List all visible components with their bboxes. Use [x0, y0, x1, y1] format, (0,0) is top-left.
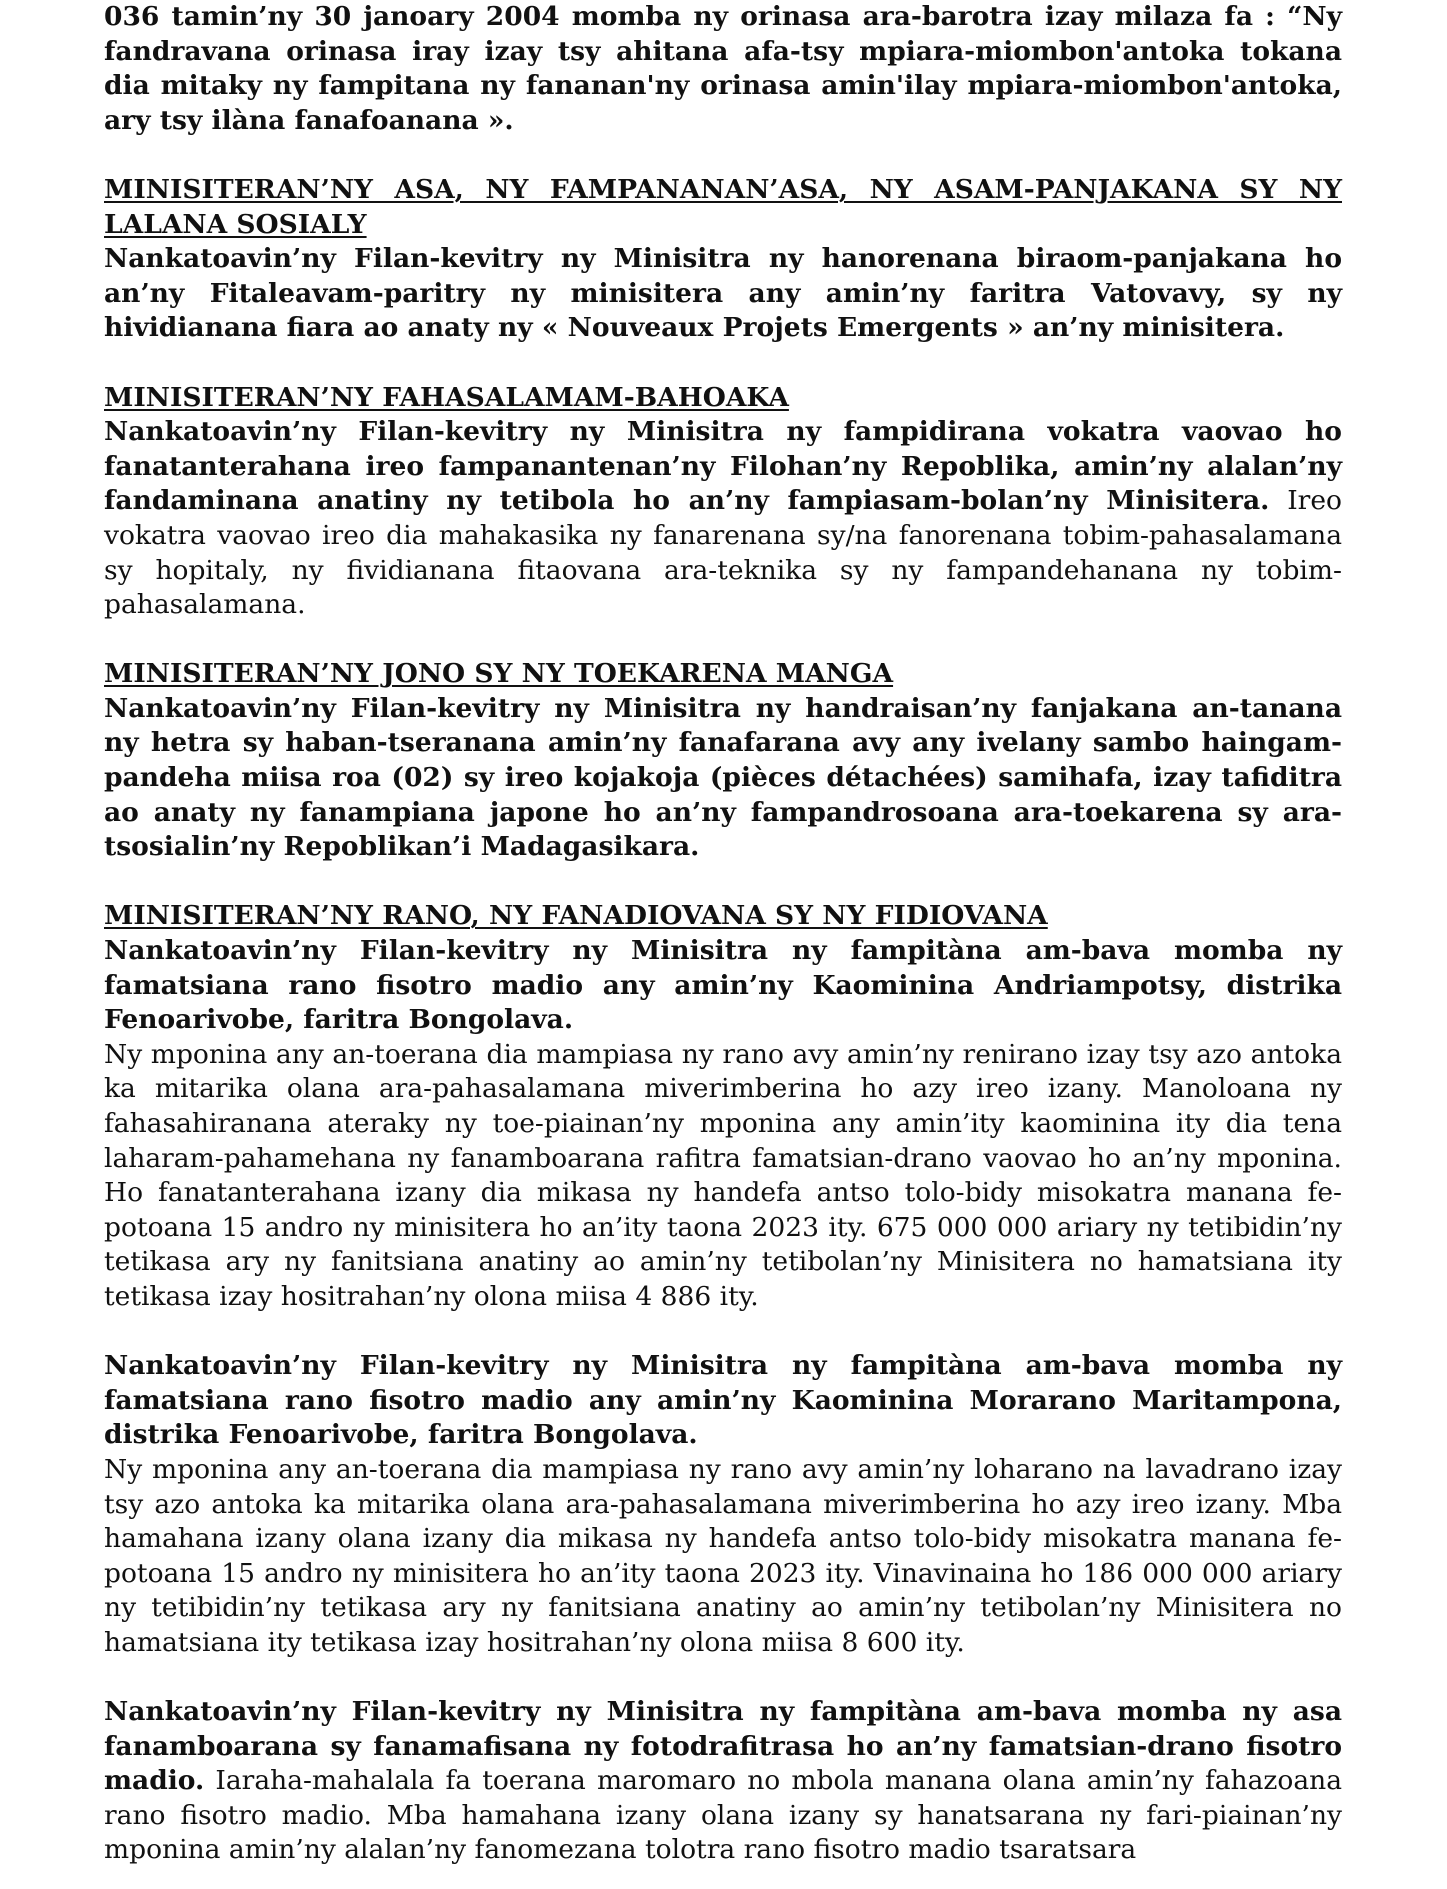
decision-paragraph: Nankatoavin’ny Filan-kevitry ny Minisitra ny fampitàna am-bava momba ny famatsiana rano fisotro madio any amin’ny Kaominina Morarano Maritampona, distrika Fenoarivobe, faritra Bongolava.: [104, 1350, 1342, 1451]
paragraph-gap: [104, 865, 1342, 900]
decision-text: Nankatoavin’ny Filan-kevitry ny Minisitra ny fampitàna am-bava momba ny asa fanamboarana sy fanamafisana ny fotodrafitrasa ho an’ny famatsian-drano fisotro madio.: [104, 1696, 1342, 1797]
decision-paragraph: [104, 415, 1342, 623]
section-heading: MINISITERAN’NY JONO SY NY TOEKARENA MANGA: [104, 658, 894, 690]
decision-text: Nankatoavin’ny Filan-kevitry ny Minisitra ny fampidirana vokatra vaovao ho fanatanterahana ireo fampanantenan’ny Filohan’ny Repoblika, amin’ny alalan’ny fandaminana anatiny ny tetibola ho an’ny fampiasam-bolan’ny Minisitera.: [104, 416, 1342, 517]
decision-paragraph: [104, 1695, 1342, 1868]
section-rano: [104, 899, 1342, 1868]
section-jono: [104, 657, 1342, 865]
document-page: [104, 0, 1342, 1868]
section-heading: MINISITERAN’NY ASA, NY FAMPANANAN’ASA, NY ASAM-PANJAKANA SY NY LALANA SOSIALY: [104, 173, 1342, 240]
decision-paragraph: Nankatoavin’ny Filan-kevitry ny Minisitra ny handraisan’ny fanjakana an-tanana ny hetra sy haban-tseranana amin’ny fanafarana avy any ivelany sambo haingam-pandeha miisa roa (02) sy ireo kojakoja (pièces détachées) samihafa, izay tafiditra ao anaty ny fanampiana japone ho an’ny fampandrosoana ara-toekarena sy ara-tsosialin’ny Repoblikan’i Madagasikara.: [104, 692, 1342, 863]
decision-paragraph: Nankatoavin’ny Filan-kevitry ny Minisitra ny fampitàna am-bava momba ny famatsiana rano fisotro madio any amin’ny Kaominina Andriampotsy, distrika Fenoarivobe, faritra Bongolava.: [104, 935, 1342, 1036]
section-heading: MINISITERAN’NY RANO, NY FANADIOVANA SY NY FIDIOVANA: [104, 900, 1048, 932]
decision-paragraph: Nankatoavin’ny Filan-kevitry ny Minisitra ny hanorenana biraom-panjakana ho an’ny Fitaleavam-paritry ny minisitera any amin’ny faritra Vatovavy, sy ny hividianana fiara ao anaty ny « Nouveaux Projets Emergents » an’ny minisitera.: [104, 243, 1342, 344]
section-asa: [104, 173, 1342, 346]
paragraph-gap: [104, 623, 1342, 658]
decision-details: Iaraha-mahalala fa toerana maromaro no mbola manana olana amin’ny fahazoana rano fisotro madio. Mba hamahana izany olana izany sy hanatsarana ny fari-piainan’ny mponina amin’ny alalan’ny fanomezana tolotra rano fisotro madio tsaratsara: [104, 1765, 1342, 1866]
section-heading: MINISITERAN’NY FAHASALAMAM-BAHOAKA: [104, 381, 789, 413]
paragraph-gap: [104, 1661, 1342, 1696]
decision-details: Ny mponina any an-toerana dia mampiasa ny rano avy amin’ny renirano izay tsy azo antoka ka mitarika olana ara-pahasalamana miverimberina ho azy ireo izany. Manoloana ny fahasahiranana ateraky ny toe-piainan’ny mponina any amin’ity kaominina ity dia tena laharam-pahamehana ny fanamboarana rafitra famatsian-drano vaovao ho an’ny mponina. Ho fanatanterahana izany dia mikasa ny handefa antso tolo-bidy misokatra manana fe-potoana 15 andro ny minisitera ho an’ity taona 2023 ity. 675 000 000 ariary ny tetibidin’ny tetikasa ary ny fanitsiana anatiny ao amin’ny tetibolan’ny Minisitera no hamatsiana ity tetikasa izay hositrahan’ny olona miisa 4 886 ity.: [104, 1038, 1342, 1312]
intro-paragraph: 036 tamin’ny 30 janoary 2004 momba ny orinasa ara-barotra izay milaza fa : “Ny fandravana orinasa iray izay tsy ahitana afa-tsy mpiara-miombon'antoka tokana dia mitaky ny fampitana ny fananan'ny orinasa amin'ilay mpiara-miombon'antoka, ary tsy ilàna fanafoanana ».: [104, 1, 1342, 136]
decision-details: Ny mponina any an-toerana dia mampiasa ny rano avy amin’ny loharano na lavadrano izay tsy azo antoka ka mitarika olana ara-pahasalamana miverimberina ho azy ireo izany. Mba hamahana izany olana izany dia mikasa ny handefa antso tolo-bidy misokatra manana fe-potoana 15 andro ny minisitera ho an’ity taona 2023 ity. Vinavinaina ho 186 000 000 ariary ny tetibidin’ny tetikasa ary ny fanitsiana anatiny ao amin’ny tetibolan’ny Minisitera no hamatsiana ity tetikasa izay hositrahan’ny olona miisa 8 600 ity.: [104, 1453, 1342, 1658]
paragraph-gap: [104, 1315, 1342, 1350]
paragraph-gap: [104, 138, 1342, 173]
paragraph-gap: [104, 346, 1342, 381]
decision-details: Ireo vokatra vaovao ireo dia mahakasika ny fanarenana sy/na fanorenana tobim-pahasalamana sy hopitaly, ny fividianana fitaovana ara-teknika sy ny fampandehanana ny tobim-pahasalamana.: [104, 485, 1342, 621]
section-fahasalamana: [104, 381, 1342, 623]
